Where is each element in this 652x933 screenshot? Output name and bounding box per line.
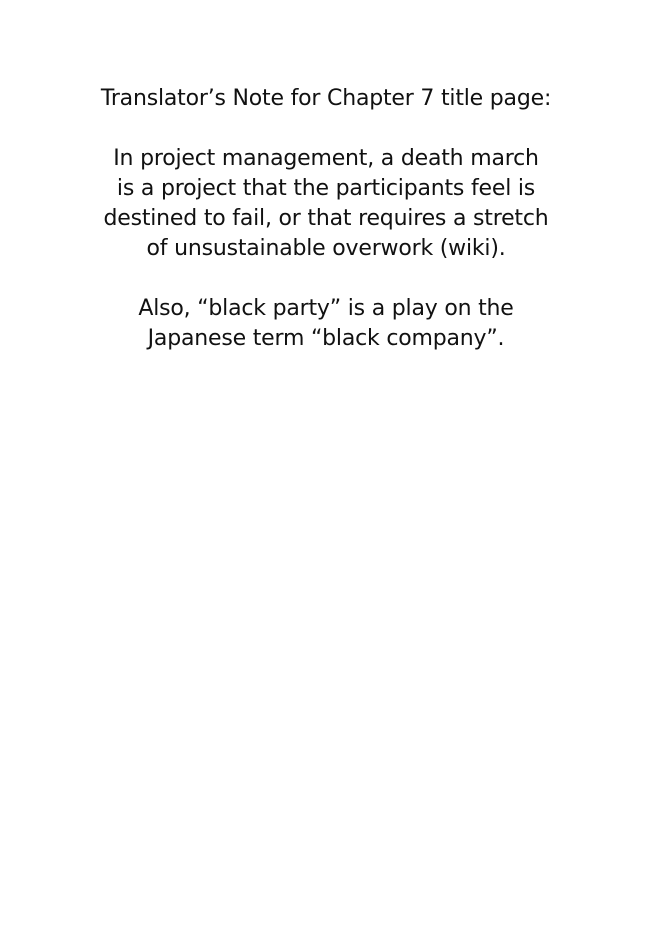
note-paragraph-black-party [0,294,652,354]
note-paragraph-death-march [0,144,652,264]
note-heading: Translator’s Note for Chapter 7 title page: [100,86,552,111]
paragraph-line: Also, “black party” is a play on the [138,296,514,321]
paragraph-line: destined to fail, or that requires a stretch [103,206,549,231]
paragraph-line: of unsustainable overwork (wiki). [146,236,506,261]
paragraph-line: In project management, a death march [113,146,539,171]
paragraph-line: Japanese term “black company”. [147,326,505,351]
translator-note [0,84,652,354]
paragraph-line: is a project that the participants feel is [116,176,536,201]
